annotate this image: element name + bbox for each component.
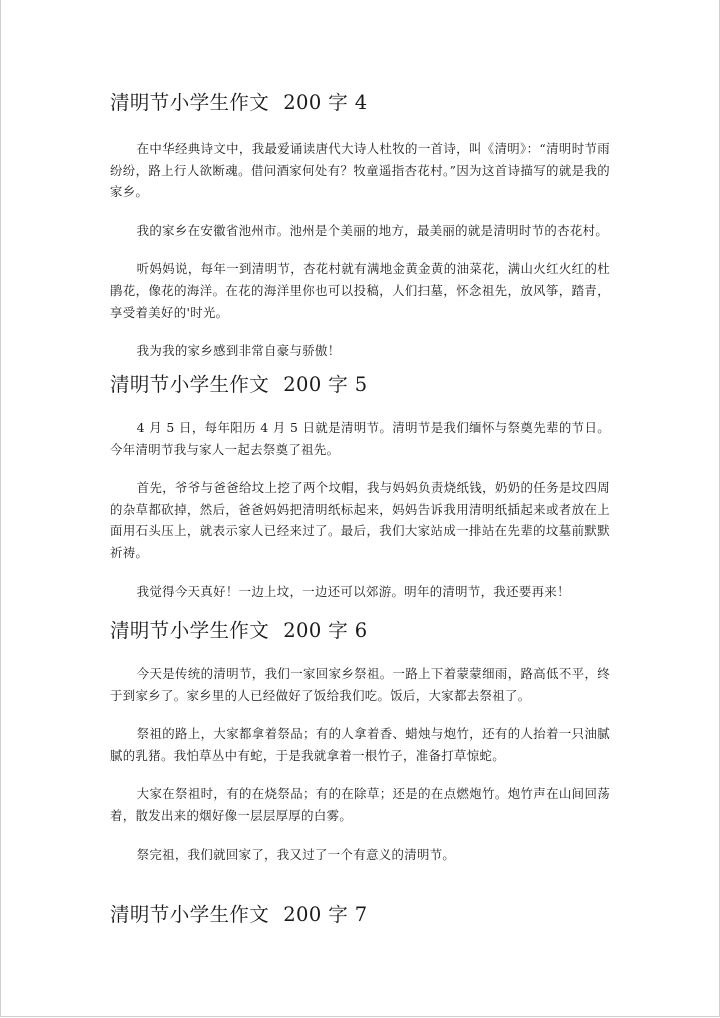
heading-subtitle: 200 字 5	[283, 373, 368, 396]
heading-title: 清明节小学生作文	[110, 619, 270, 642]
section-heading	[110, 900, 610, 930]
essay-section-4	[110, 88, 610, 362]
paragraph: 我觉得今天真好！一边上坟，一边还可以郊游。明年的清明节，我还要再来！	[136, 583, 570, 599]
essay-section-7	[110, 900, 610, 930]
paragraph: 听妈妈说，每年一到清明节，杏花村就有满地金黄金黄的油菜花，满山火红火红的杜鹃花，像花的海洋。在花的海洋里你也可以投稿，人们扫墓，怀念祖先，放风筝，踏青，享受着美好的'时光。	[110, 261, 610, 320]
paragraph: 首先，爷爷与爸爸给坟上挖了两个坟帽，我与妈妈负责烧纸钱，奶奶的任务是坟四周的杂草都砍掉，然后，爸爸妈妈把清明纸标起来，妈妈告诉我用清明纸插起来或者放在上面用石头压上，就表示家人已经来过了。最后，我们大家站成一排站在先辈的坟墓前默默祈祷。	[110, 480, 610, 560]
paragraph: 祭完祖，我们就回家了，我又过了一个有意义的清明节。	[136, 846, 456, 862]
section-heading	[110, 88, 610, 118]
essay-section-6	[110, 616, 610, 865]
paragraph: 今天是传统的清明节，我们一家回家乡祭祖。一路上下着蒙蒙细雨，路高低不平，终于到家乡了。家乡里的人已经做好了饭给我们吃。饭后，大家都去祭祖了。	[110, 666, 610, 703]
essay-section-5	[110, 370, 610, 602]
paragraph: 祭祖的路上，大家都拿着祭品；有的人拿着香、蜡烛与炮竹，还有的人抬着一只油腻腻的乳猪。我怕草丛中有蛇，于是我就拿着一根竹子，准备打草惊蛇。	[110, 726, 610, 763]
paragraph: 4 月 5 日，每年阳历 4 月 5 日就是清明节。清明节是我们缅怀与祭奠先辈的节日。今年清明节我与家人一起去祭奠了祖先。	[110, 420, 610, 457]
heading-subtitle: 200 字 4	[283, 91, 368, 114]
paragraph: 我为我的家乡感到非常自豪与骄傲！	[136, 343, 341, 359]
heading-subtitle: 200 字 7	[283, 903, 368, 926]
heading-subtitle: 200 字 6	[283, 619, 368, 642]
paragraph: 在中华经典诗文中，我最爱诵读唐代大诗人杜牧的一首诗，叫《清明》：“清明时节雨纷纷，路上行人欲断魂。借问酒家何处有？牧童遥指杏花村。”因为这首诗描写的就是我的家乡。	[110, 141, 610, 200]
section-heading	[110, 616, 610, 646]
paragraph: 我的家乡在安徽省池州市。池州是个美丽的地方，最美丽的就是清明时节的杏花村。	[136, 222, 609, 238]
heading-title: 清明节小学生作文	[110, 91, 270, 114]
paragraph: 大家在祭祖时，有的在烧祭品；有的在除草；还是的在点燃炮竹。炮竹声在山间回荡着，散发出来的烟好像一层层厚厚的白雾。	[110, 786, 610, 823]
heading-title: 清明节小学生作文	[110, 903, 270, 926]
heading-title: 清明节小学生作文	[110, 373, 270, 396]
section-heading	[110, 370, 610, 400]
